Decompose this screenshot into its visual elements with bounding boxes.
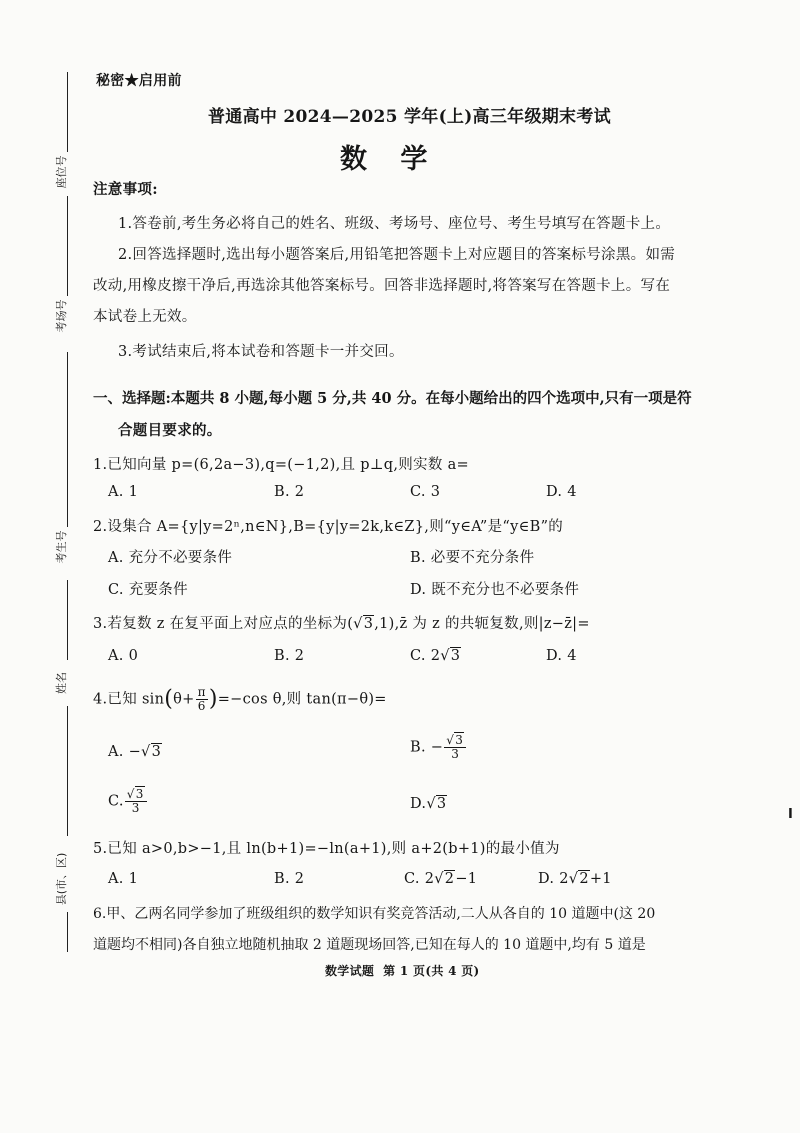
question-3-sqrt-value: 3 — [363, 616, 374, 632]
question-4-option-b-fraction — [444, 734, 466, 761]
binding-line-bottom — [67, 912, 68, 952]
question-1-option-d: D. 4 — [546, 484, 577, 500]
question-5-option-c — [404, 871, 477, 887]
question-3-option-d: D. 4 — [546, 648, 577, 664]
question-4-option-c-fraction — [125, 788, 147, 815]
fraction-numerator: √3 — [125, 788, 147, 802]
edge-mark: I — [788, 807, 793, 822]
question-2-option-b: B. 必要不充分条件 — [410, 550, 535, 566]
student-number-label: 考生号 — [55, 530, 68, 564]
fraction-numerator: √3 — [444, 734, 466, 748]
binding-line-seg5 — [67, 706, 68, 836]
question-3-option-c-text: C. 2 — [410, 648, 441, 664]
fraction-denominator: 3 — [131, 801, 140, 815]
secret-mark: 秘密★启用前 — [96, 73, 182, 89]
sqrt-symbol: √ — [568, 871, 579, 887]
fraction-denominator: 6 — [197, 699, 206, 713]
pi-over-six-fraction — [196, 686, 208, 713]
question-3-option-b: B. 2 — [274, 648, 305, 664]
exam-room-label: 考场号 — [55, 299, 68, 333]
section-1-instructions-line-2: 合题目要求的。 — [118, 422, 222, 439]
question-4-option-c-text: C. — [108, 793, 124, 810]
county-label: 县(市、区) — [55, 852, 68, 906]
question-5-option-d-text: D. 2 — [538, 871, 569, 887]
question-3-option-a: A. 0 — [108, 648, 139, 664]
sqrt-symbol: √ — [141, 744, 151, 760]
question-3-stem — [93, 612, 590, 633]
question-4-theta: θ+ — [173, 691, 195, 708]
notice-item-2-line-2: 改动,用橡皮擦干净后,再选涂其他答案标号。回答非选择题时,将答案写在答题卡上。写在 — [93, 278, 671, 294]
question-4-stem-end: =−cos θ,则 tan(π−θ)= — [217, 691, 387, 708]
question-1-option-b: B. 2 — [274, 484, 305, 500]
question-3-option-c-sqrt: 3 — [450, 648, 461, 664]
exam-title: 普通高中 2024—2025 学年(上)高三年级期末考试 — [208, 107, 611, 127]
question-5-option-a: A. 1 — [108, 871, 139, 887]
question-2-option-a: A. 充分不必要条件 — [108, 550, 233, 566]
question-6-line-2: 道题均不相同)各自独立地随机抽取 2 道题现场回答,已知在每人的 10 道题中,均有 5 道是 — [93, 937, 646, 953]
question-5-stem: 5.已知 a>0,b>−1,且 ln(b+1)=−ln(a+1),则 a+2(b+1)的最小值为 — [93, 841, 560, 857]
binding-line-seg3 — [67, 352, 68, 527]
sqrt-symbol: √ — [353, 616, 363, 632]
section-1-instructions-line-1: 一、选择题:本题共 8 小题,每小题 5 分,共 40 分。在每小题给出的四个选项中,只有一项是符 — [93, 390, 692, 407]
question-1-stem: 1.已知向量 p=(6,2a−3),q=(−1,2),且 p⊥q,则实数 a= — [93, 457, 469, 473]
sqrt-value: 3 — [455, 733, 464, 747]
question-5-option-b: B. 2 — [274, 871, 305, 887]
question-2-option-d: D. 既不充分也不必要条件 — [410, 582, 580, 598]
name-label: 姓名 — [55, 672, 68, 694]
open-paren: ( — [164, 686, 174, 712]
question-5-option-c-tail: −1 — [455, 871, 478, 887]
binding-line-seg2 — [67, 196, 68, 296]
notice-item-2-line-3: 本试卷上无效。 — [93, 309, 197, 325]
question-4-option-b-text: B. − — [410, 739, 444, 756]
question-4-option-a-sqrt: 3 — [151, 744, 162, 760]
notice-item-2-line-1: 2.回答选择题时,选出每小题答案后,用铅笔把答题卡上对应题目的答案标号涂黑。如需 — [118, 247, 676, 263]
notice-item-3: 3.考试结束后,将本试卷和答题卡一并交回。 — [118, 344, 404, 360]
close-paren: ) — [208, 686, 218, 712]
binding-line-top — [67, 72, 68, 152]
question-3-stem-end: ,1),z̄ 为 z 的共轭复数,则|z−z̄|= — [374, 616, 590, 632]
question-4-option-d — [410, 796, 447, 812]
sqrt-symbol: √ — [440, 648, 450, 664]
fraction-numerator: π — [197, 685, 206, 699]
question-5-option-d-sqrt: 2 — [579, 871, 589, 887]
binding-line-seg4 — [67, 580, 68, 660]
subject-title: 数 学 — [340, 144, 440, 175]
question-5-option-c-sqrt: 2 — [444, 871, 455, 887]
question-3-stem-start: 3.若复数 z 在复平面上对应点的坐标为( — [93, 616, 354, 632]
question-4-stem — [93, 686, 387, 713]
question-4-option-b — [410, 734, 467, 761]
question-6-line-1: 6.甲、乙两名同学参加了班级组织的数学知识有奖竞答活动,二人从各自的 10 道题中(这 20 — [93, 906, 656, 922]
notice-item-1: 1.答卷前,考生务必将自己的姓名、班级、考场号、座位号、考生号填写在答题卡上。 — [118, 216, 671, 232]
question-2-option-c: C. 充要条件 — [108, 582, 188, 598]
page-footer: 数学试题 第 1 页(共 4 页) — [325, 964, 480, 978]
question-1-option-c: C. 3 — [410, 484, 441, 500]
seat-number-label: 座位号 — [55, 155, 68, 189]
question-5-option-d-tail: +1 — [589, 871, 612, 887]
sqrt-value: 3 — [135, 787, 144, 801]
question-4-option-a-text: A. − — [108, 744, 142, 760]
question-5-option-c-text: C. 2 — [404, 871, 435, 887]
notice-heading: 注意事项: — [93, 181, 158, 198]
question-4-stem-start: 4.已知 sin — [93, 691, 165, 708]
fraction-denominator: 3 — [451, 747, 460, 761]
question-5-option-d — [538, 871, 612, 887]
question-4-option-d-text: D. — [410, 796, 427, 812]
question-4-option-c — [108, 788, 148, 815]
sqrt-symbol: √ — [434, 871, 444, 887]
question-3-option-c — [410, 648, 461, 664]
sqrt-symbol: √ — [426, 796, 436, 812]
question-1-option-a: A. 1 — [108, 484, 139, 500]
question-2-stem: 2.设集合 A={y|y=2ⁿ,n∈N},B={y|y=2k,k∈Z},则“y∈A”是“y∈B”的 — [93, 519, 564, 535]
question-4-option-a — [108, 744, 162, 760]
question-4-option-d-sqrt: 3 — [436, 796, 447, 812]
